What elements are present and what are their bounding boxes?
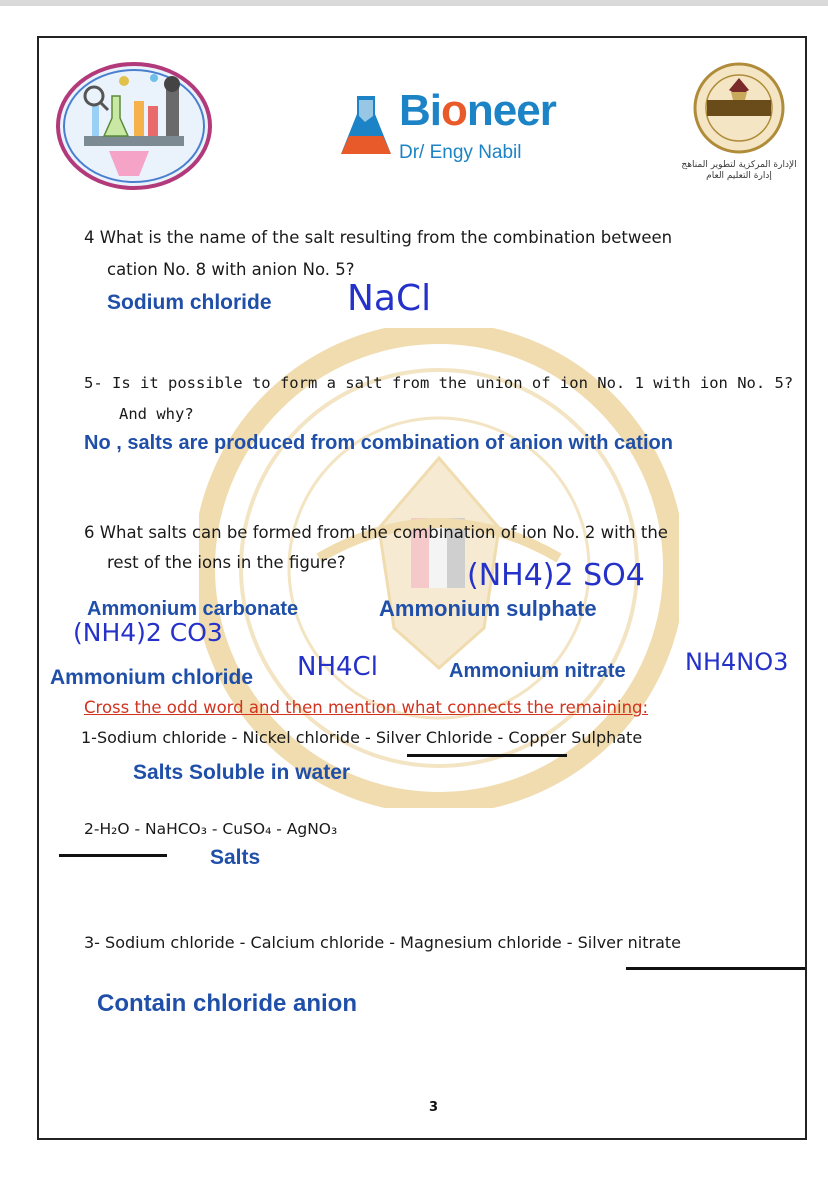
odd-item2-strike-line — [59, 854, 167, 857]
q5-line1: 5- Is it possible to form a salt from the union of ion No. 1 with ion No. 5? — [84, 374, 794, 392]
science-lab-logo — [54, 56, 214, 196]
flask-brand-icon — [337, 92, 395, 162]
q5-answer: No , salts are produced from combination of anion with cation — [84, 432, 673, 454]
odd-item3: 3- Sodium chloride - Calcium chloride - Magnesium chloride - Silver nitrate — [84, 933, 682, 952]
q4-line1: 4 What is the name of the salt resulting from the combination between — [84, 228, 673, 247]
ministry-logo — [679, 60, 799, 190]
odd-item3-strike-line — [626, 967, 807, 970]
q6-salt4-formula: NH4NO3 — [685, 648, 789, 676]
ministry-seal-icon — [679, 60, 799, 160]
odd-item1: 1-Sodium chloride - Nickel chloride - Silver Chloride - Copper Sulphate — [81, 728, 643, 747]
odd-answer3: Contain chloride anion — [97, 990, 358, 1017]
q6-line1: 6 What salts can be formed from the combination of ion No. 2 with the — [84, 523, 668, 542]
brand-name: Bioneer — [399, 86, 556, 135]
top-border-strip — [0, 0, 828, 6]
odd-word-heading: Cross the odd word and then mention what connects the remaining: — [84, 698, 649, 717]
q4-answer: Sodium chloride — [107, 291, 272, 314]
q4-line2: cation No. 8 with anion No. 5? — [107, 260, 355, 279]
q6-salt2-formula: (NH4)2 SO4 — [467, 558, 645, 593]
q6-salt1: Ammonium carbonate — [87, 598, 299, 620]
page-number: 3 — [429, 1100, 439, 1115]
odd-item2: 2-H₂O - NaHCO₃ - CuSO₄ - AgNO₃ — [84, 820, 338, 838]
bioneer-brand — [337, 86, 567, 166]
brand-subtitle: Dr/ Engy Nabil — [399, 142, 522, 163]
odd-answer1: Salts Soluble in water — [133, 761, 351, 784]
worksheet-page — [37, 36, 807, 1140]
q4-formula: NaCl — [347, 278, 432, 319]
q6-salt2: Ammonium sulphate — [379, 596, 597, 621]
q6-salt3-formula: NH4Cl — [297, 652, 378, 682]
q6-salt1-formula: (NH4)2 CO3 — [73, 618, 223, 647]
q6-line2: rest of the ions in the figure? — [107, 553, 346, 572]
ministry-caption: الإدارة المركزية لتطوير المناهج إدارة التعليم العام — [681, 160, 797, 181]
q5-line2: And why? — [119, 405, 194, 423]
q6-salt3: Ammonium chloride — [50, 666, 254, 689]
odd-item1-strike-line — [407, 754, 567, 757]
odd-answer2: Salts — [210, 846, 261, 869]
q6-salt4: Ammonium nitrate — [449, 660, 626, 682]
